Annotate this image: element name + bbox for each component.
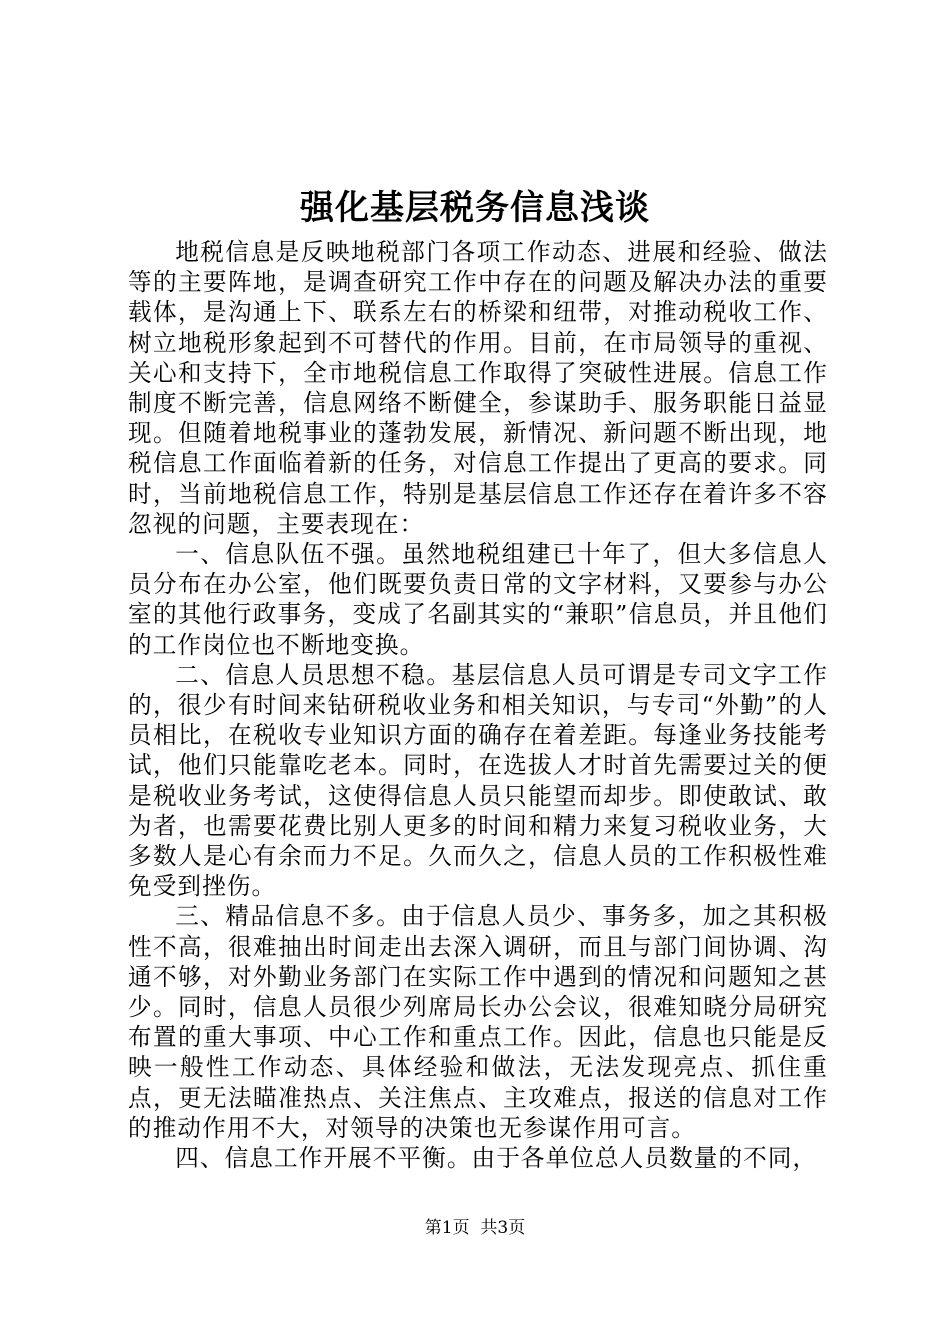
paragraph-point-3: 三、精品信息不多。由于信息人员少、事务多，加之其积极性不高，很难抽出时间走出去深入调研，而且与部门间协调、沟通不够，对外勤业务部门在实际工作中遇到的情况和问题知之甚少。同时，信息人员很少列席局长办公会议，很难知晓分局研究布置的重大事项、中心工作和重点工作。因此，信息也只能是反映一般性工作动态、具体经验和做法，无法发现亮点、抓住重点，更无法瞄准热点、关注焦点、主攻难点，报送的信息对工作的推动作用不大，对领导的决策也无参谋作用可言。 — [128, 902, 828, 1142]
paragraph-point-4: 四、信息工作开展不平衡。由于各单位总人员数量的不同， — [175, 1144, 818, 1173]
document-title: 强化基层税务信息浅谈 — [300, 188, 650, 228]
paragraph-point-2: 二、信息人员思想不稳。基层信息人员可谓是专司文字工作的，很少有时间来钻研税收业务和相关知识，与专司“外勤”的人员相比，在税收专业知识方面的确存在着差距。每逢业务技能考试，他们只能靠吃老本。同时，在选拔人才时首先需要过关的便是税收业务考试，这使得信息人员只能望而却步。即使敢试、敢为者，也需要花费比别人更多的时间和精力来复习税收业务，大多数人是心有余而力不足。久而久之，信息人员的工作积极性难免受到挫伤。 — [128, 660, 828, 901]
paragraph-intro: 地税信息是反映地税部门各项工作动态、进展和经验、做法等的主要阵地，是调查研究工作中存在的问题及解决办法的重要载体，是沟通上下、联系左右的桥梁和纽带，对推动税收工作、树立地税形象起到不可替代的作用。目前，在市局领导的重视、关心和支持下，全市地税信息工作取得了突破性进展。信息工作制度不断完善，信息网络不断健全，参谋助手、服务职能日益显现。但随着地税事业的蓬勃发展，新情况、新问题不断出现，地税信息工作面临着新的任务，对信息工作提出了更高的要求。同时，当前地税信息工作，特别是基层信息工作还存在着许多不容忽视的问题，主要表现在： — [128, 238, 828, 538]
page-number: 第1页 — [424, 1218, 470, 1238]
paragraph-point-1: 一、信息队伍不强。虽然地税组建已十年了，但大多信息人员分布在办公室，他们既要负责日常的文字材料，又要参与办公室的其他行政事务，变成了名副其实的“兼职”信息员，并且他们的工作岗位也不断地变换。 — [128, 540, 828, 659]
page-total: 共3页 — [480, 1218, 526, 1238]
page-footer — [0, 1216, 950, 1240]
document-body — [128, 237, 828, 1173]
